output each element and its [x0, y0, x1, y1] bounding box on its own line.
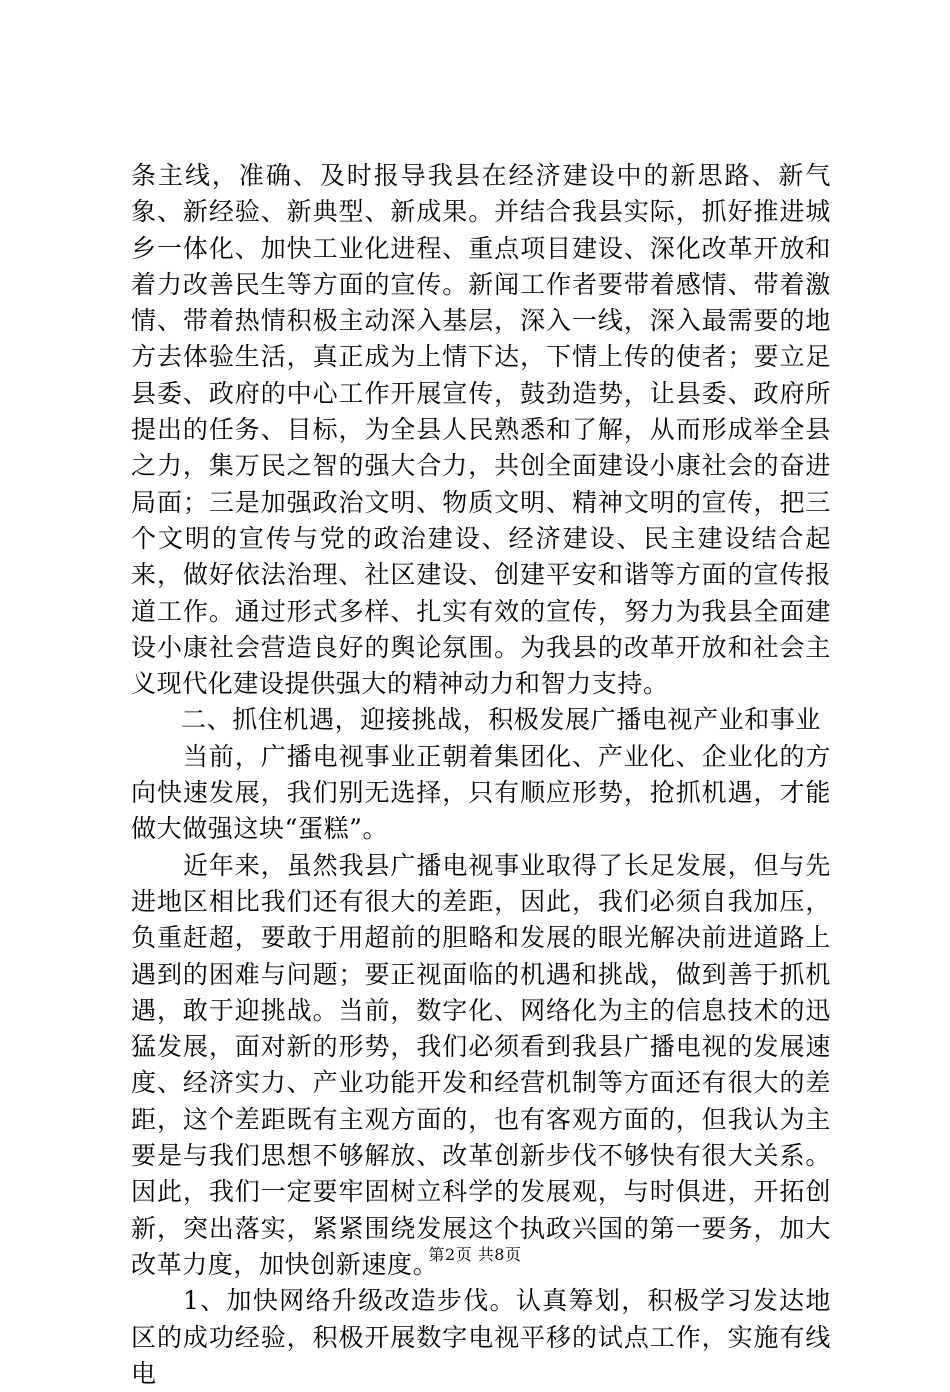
section-heading: 二、抓住机遇，迎接挑战，积极发展广播电视产业和事业 — [181, 705, 822, 735]
paragraph-network-upgrade: 1、加快网络升级改造步伐。认真筹划，积极学习发达地区的成功经验，积极开展数字电视平移的试点工作，实施有线电 — [131, 1286, 831, 1388]
page-number-footer: 第2页 共8页 — [428, 1245, 522, 1264]
paragraph-current-situation: 当前，广播电视事业正朝着集团化、产业化、企业化的方向快速发展，我们别无选择，只有顺应形势，抢抓机遇，才能做大做强这块“蛋糕”。 — [131, 741, 831, 844]
paragraph-continuation: 条主线，准确、及时报导我县在经济建设中的新思路、新气象、新经验、新典型、新成果。并结合我县实际，抓好推进城乡一体化、加快工业化进程、重点项目建设、深化改革开放和着力改善民生等方面的宣传。新闻工作者要带着感情、带着激情、带着热情积极主动深入基层，深入一线，深入最需要的地方去体验生活，真正成为上情下达，下情上传的使者；要立足县委、政府的中心工作开展宣传，鼓劲造势，让县委、政府所提出的任务、目标，为全县人民熟悉和了解，从而形成举全县之力，集万民之智的强大合力，共创全面建设小康社会的奋进局面；三是加强政治文明、物质文明、精神文明的宣传，把三个文明的宣传与党的政治建设、经济建设、民主建设结合起来，做好依法治理、社区建设、创建平安和谐等方面的宣传报道工作。通过形式多样、扎实有效的宣传，努力为我县全面建设小康社会营造良好的舆论氛围。为我县的改革开放和社会主义现代化建设提供强大的精神动力和智力支持。 — [131, 161, 831, 699]
document-body — [131, 158, 831, 1392]
paragraph-recent-years: 近年来，虽然我县广播电视事业取得了长足发展，但与先进地区相比我们还有很大的差距，因此，我们必须自我加压，负重赶超，要敢于用超前的胆略和发展的眼光解决前进道路上遇到的困难与问题；要正视面临的机遇和挑战，做到善于抓机遇，敢于迎挑战。当前，数字化、网络化为主的信息技术的迅猛发展，面对新的形势，我们必须看到我县广播电视的发展速度、经济实力、产业功能开发和经营机制等方面还有很大的差距，这个差距既有主观方面的，也有客观方面的，但我认为主要是与我们思想不够解放、改革创新步伐不够快有很大关系。因此，我们一定要牢固树立科学的发展观，与时俱进，开拓创新，突出落实，紧紧围绕发展这个执政兴国的第一要务，加大改革力度，加快创新速度。 — [131, 850, 831, 1279]
